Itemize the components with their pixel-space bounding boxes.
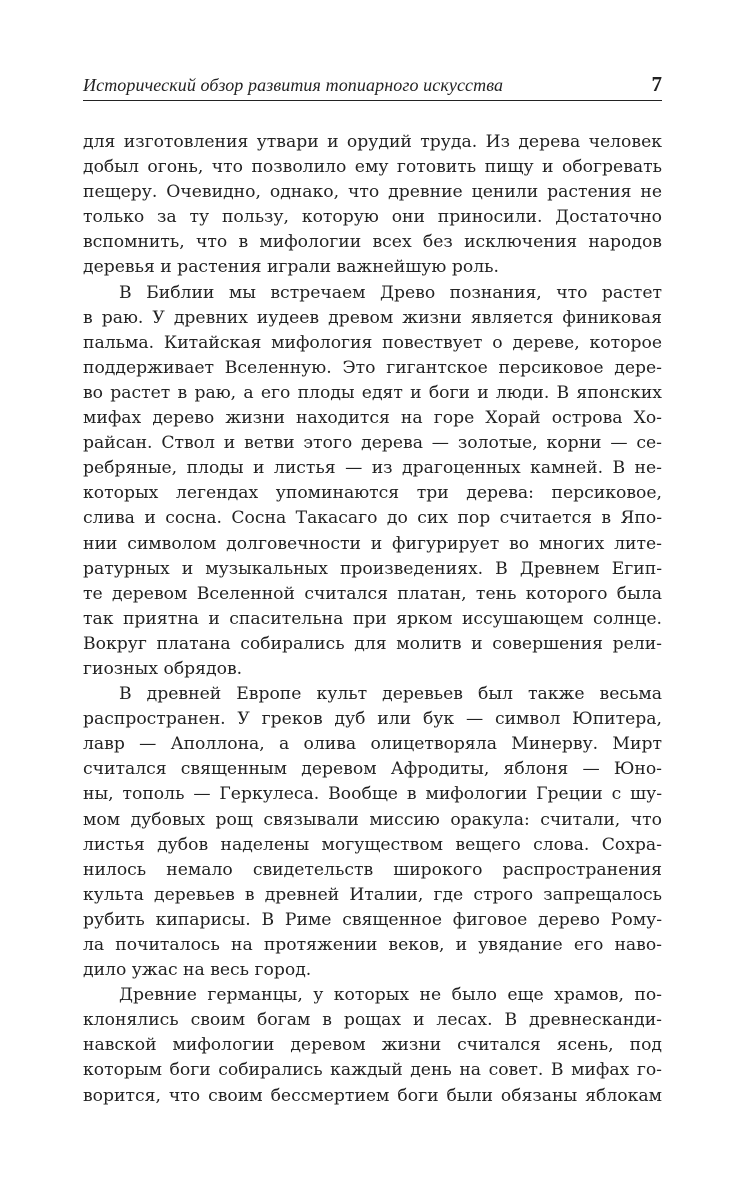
paragraph [83, 682, 662, 983]
text-line: клонялись своим богам в рощах и лесах. В древнесканди- [83, 1010, 662, 1031]
text-line: В Библии мы встречаем Древо познания, что растет [119, 282, 662, 303]
text-line: райсан. Ствол и ветви этого дерева — золотые, корни — се- [83, 433, 662, 454]
text-line: так приятна и спасительна при ярком иссушающем солнце. [83, 608, 662, 629]
text-line: В древней Европе культ деревьев был также весьма [119, 684, 662, 705]
text-line: деревья и растения играли важнейшую роль. [83, 257, 499, 278]
text-line: листья дубов наделены могуществом вещего слова. Сохра- [83, 834, 662, 855]
text-line: Вокруг платана собирались для молитв и совершения рели- [83, 633, 662, 654]
text-line: Древние германцы, у которых не было еще храмов, по- [119, 985, 662, 1006]
text-line: пальма. Китайская мифология повествует о дереве, которое [83, 332, 662, 353]
text-line: слива и сосна. Сосна Такасаго до сих пор считается в Япо- [83, 508, 662, 529]
text-line: вспомнить, что в мифологии всех без исключения народов [83, 232, 662, 253]
text-line: рубить кипарисы. В Риме священное фиговое дерево Рому- [83, 909, 662, 930]
text-line: ратурных и музыкальных произведениях. В Древнем Егип- [83, 558, 662, 579]
text-line: ла почиталось на протяжении веков, и увядание его наво- [83, 935, 662, 955]
paragraph [83, 983, 662, 1108]
text-line: во растет в раю, а его плоды едят и боги и люди. В японских [83, 382, 662, 403]
text-line: нии символом долговечности и фигурирует во многих лите- [83, 533, 662, 554]
running-header [83, 70, 662, 101]
paragraph [83, 281, 662, 683]
text-line: поддерживает Вселенную. Это гигантское персиковое дере- [83, 357, 662, 378]
text-line: ребряные, плоды и листья — из драгоценных камней. В не- [83, 458, 662, 479]
text-line: лавр — Аполлона, а олива олицетворяла Минерву. Мирт [83, 734, 662, 755]
body-text [83, 130, 662, 1109]
text-line: которых легендах упоминаются три дерева: персиковое, [83, 483, 662, 504]
text-line: пещеру. Очевидно, однако, что древние ценили растения не [83, 182, 662, 203]
text-line: гиозных обрядов. [83, 658, 243, 679]
text-line: дило ужас на весь город. [83, 960, 312, 981]
text-line: считался священным деревом Афродиты, яблоня — Юно- [83, 759, 662, 780]
text-line: культа деревьев в древней Италии, где строго запрещалось [83, 884, 662, 905]
paragraph [83, 130, 662, 281]
text-line: те деревом Вселенной считался платан, тень которого была [83, 583, 662, 604]
running-header-title: Исторический обзор развития топиарного искусства [83, 75, 504, 95]
text-line: для изготовления утвари и орудий труда. Из дерева человек [83, 132, 662, 152]
text-line: в раю. У древних иудеев древом жизни является финиковая [83, 307, 662, 328]
text-line: только за ту пользу, которую они приносили. Достаточно [83, 207, 662, 228]
text-line: навской мифологии деревом жизни считался ясень, под [83, 1035, 662, 1056]
text-line: которым боги собирались каждый день на совет. В мифах го- [83, 1060, 662, 1081]
text-line: мифах дерево жизни находится на горе Хорай острова Хо- [83, 408, 662, 429]
text-line: мом дубовых рощ связывали миссию оракула: считали, что [83, 809, 662, 830]
text-line: распространен. У греков дуб или бук — символ Юпитера, [83, 709, 662, 730]
text-line: нилось немало свидетельств широкого распространения [83, 859, 662, 880]
text-line: добыл огонь, что позволило ему готовить пищу и обогревать [83, 157, 662, 178]
text-line: ворится, что своим бессмертием боги были обязаны яблокам [83, 1085, 662, 1106]
page-number: 7 [651, 72, 662, 96]
text-line: ны, тополь — Геркулеса. Вообще в мифологии Греции с шу- [83, 784, 662, 805]
